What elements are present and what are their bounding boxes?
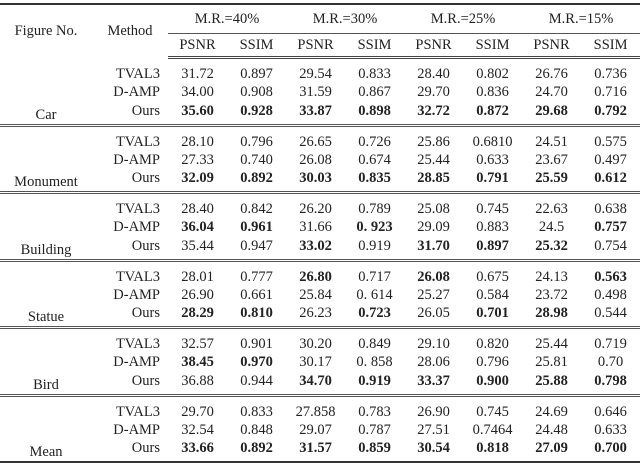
table-header	[0, 4, 640, 58]
method-name: Ours	[92, 103, 168, 126]
ssim-value: 0.740	[240, 151, 273, 168]
method-name: D-AMP	[113, 219, 160, 236]
method-name: D-AMP	[113, 151, 160, 168]
psnr-value: 32.72	[404, 103, 463, 126]
ssim-value: 0.796	[240, 133, 273, 150]
method-name: D-AMP	[113, 354, 160, 371]
ssim-value: 0.836	[476, 84, 509, 101]
ssim-value: 0.928	[227, 103, 286, 126]
psnr-value: 29.09	[417, 219, 450, 236]
ssim-value: 0. 614	[356, 286, 393, 303]
ssim-value: 0.796	[476, 354, 509, 371]
psnr-value: 35.44	[168, 238, 227, 261]
psnr-value: 25.86	[417, 133, 450, 150]
psnr-value: 27.33	[181, 151, 214, 168]
ssim-value: 0.919	[345, 238, 404, 261]
psnr-value: 36.04	[181, 219, 214, 236]
ssim-value: 0.802	[476, 66, 509, 82]
psnr-value: 25.44	[535, 336, 568, 352]
ssim-value: 0.798	[581, 373, 640, 396]
method-name: D-AMP	[113, 286, 160, 303]
ssim-value: 0.70	[597, 354, 624, 371]
ssim-value: 0.777	[240, 268, 273, 285]
method-name: TVAL3	[115, 336, 160, 352]
psnr-value: 33.37	[404, 373, 463, 396]
psnr-value: 29.70	[181, 403, 214, 420]
method-name: TVAL3	[115, 201, 160, 217]
psnr-value: 28.85	[404, 170, 463, 193]
psnr-value: 34.00	[181, 84, 214, 101]
ssim-value: 0.783	[358, 403, 391, 420]
ssim-value: 0.633	[594, 421, 627, 438]
psnr-value: 25.27	[417, 286, 450, 303]
psnr-value: 26.23	[286, 305, 345, 328]
mr-40-header: M.R.=40%	[168, 4, 286, 34]
psnr-value: 31.59	[299, 84, 332, 101]
ssim-value: 0.883	[476, 219, 509, 236]
psnr-value: 23.67	[535, 151, 568, 168]
method-name: Ours	[92, 440, 168, 462]
table-row	[0, 170, 640, 193]
table-row	[0, 125, 640, 151]
mr-15-header: M.R.=15%	[522, 4, 640, 34]
psnr-value: 31.57	[286, 440, 345, 462]
ssim-value: 0.612	[581, 170, 640, 193]
psnr-value: 27.858	[295, 403, 336, 420]
ssim-value: 0.563	[594, 268, 627, 285]
psnr-value: 29.54	[299, 66, 332, 82]
ssim-value: 0.791	[463, 170, 522, 193]
psnr-value: 24.70	[535, 84, 568, 101]
psnr-value: 27.51	[417, 421, 450, 438]
method-name: Ours	[92, 305, 168, 328]
psnr-value: 24.5	[538, 219, 565, 236]
ssim-value: 0.897	[240, 66, 273, 82]
psnr-value: 29.70	[417, 84, 450, 101]
psnr-value: 26.20	[299, 201, 332, 217]
ssim-value: 0.833	[358, 66, 391, 82]
method-name: TVAL3	[115, 66, 160, 82]
figure-name: Bird	[0, 328, 92, 396]
psnr-value: 29.68	[522, 103, 581, 126]
psnr-value: 32.57	[181, 336, 214, 352]
psnr-value: 32.54	[181, 421, 214, 438]
psnr-value: 35.60	[168, 103, 227, 126]
ssim-value: 0.719	[594, 336, 627, 352]
ssim-value: 0.754	[581, 238, 640, 261]
table-row	[0, 260, 640, 286]
psnr-value: 26.05	[404, 305, 463, 328]
psnr-value: 26.90	[181, 286, 214, 303]
psnr-value: 28.06	[417, 354, 450, 371]
table-row	[0, 305, 640, 328]
ssim-value: 0.787	[358, 421, 391, 438]
ssim-value: 0.900	[463, 373, 522, 396]
table-row	[0, 238, 640, 261]
psnr-value: 24.13	[535, 268, 568, 285]
ssim-value: 0.717	[358, 268, 391, 285]
table-row	[0, 58, 640, 84]
ssim-value: 0.901	[240, 336, 273, 352]
psnr-value: 26.08	[299, 151, 332, 168]
ssim-value: 0.947	[227, 238, 286, 261]
table-row	[0, 151, 640, 171]
ssim-value: 0.892	[227, 170, 286, 193]
figure-name: Building	[0, 193, 92, 261]
table-row	[0, 353, 640, 373]
ssim-value: 0.757	[594, 219, 627, 236]
ssim-value: 0.646	[594, 403, 627, 420]
ssim-value: 0.584	[476, 286, 509, 303]
method-name: TVAL3	[115, 133, 160, 150]
psnr-value: 32.09	[168, 170, 227, 193]
group-statue	[0, 260, 640, 328]
ssim-value: 0.498	[594, 286, 627, 303]
ssim-value: 0.835	[345, 170, 404, 193]
ssim-value: 0.898	[345, 103, 404, 126]
psnr-value: 38.45	[181, 354, 214, 371]
psnr-value: 25.32	[522, 238, 581, 261]
group-car	[0, 58, 640, 126]
psnr-value: 33.87	[286, 103, 345, 126]
psnr-value: 25.81	[535, 354, 568, 371]
psnr-value: 23.72	[535, 286, 568, 303]
psnr-value: 24.51	[535, 133, 568, 150]
mr-30-header: M.R.=30%	[286, 4, 404, 34]
figure-name: Monument	[0, 125, 92, 193]
psnr-header: PSNR	[168, 34, 227, 58]
ssim-value: 0.575	[594, 133, 627, 150]
figure-name: Car	[0, 58, 92, 126]
figure-no-header: Figure No.	[0, 4, 92, 58]
psnr-value: 25.44	[417, 151, 450, 168]
table-row	[0, 395, 640, 421]
ssim-value: 0.792	[581, 103, 640, 126]
psnr-value: 26.90	[417, 403, 450, 420]
ssim-value: 0.859	[345, 440, 404, 462]
ssim-value: 0.833	[240, 403, 273, 420]
group-bird	[0, 328, 640, 396]
psnr-value: 28.01	[181, 268, 214, 285]
method-header: Method	[92, 4, 168, 58]
method-name: Ours	[92, 170, 168, 193]
psnr-value: 27.09	[522, 440, 581, 462]
ssim-value: 0.848	[240, 421, 273, 438]
results-table	[0, 3, 640, 463]
ssim-value: 0.842	[240, 201, 273, 217]
ssim-value: 0.723	[345, 305, 404, 328]
psnr-value: 24.48	[535, 421, 568, 438]
ssim-value: 0.6810	[472, 133, 513, 150]
table-row	[0, 440, 640, 462]
method-name: TVAL3	[115, 268, 160, 285]
ssim-value: 0. 858	[356, 354, 393, 371]
psnr-value: 34.70	[286, 373, 345, 396]
psnr-value: 28.10	[181, 133, 214, 150]
ssim-value: 0.810	[227, 305, 286, 328]
ssim-value: 0.736	[594, 66, 627, 82]
ssim-value: 0.7464	[472, 421, 513, 438]
psnr-value: 31.72	[181, 66, 214, 82]
ssim-header: SSIM	[581, 34, 640, 58]
ssim-value: 0.700	[581, 440, 640, 462]
ssim-value: 0.661	[240, 286, 273, 303]
table-row	[0, 218, 640, 238]
psnr-value: 28.40	[181, 201, 214, 217]
ssim-value: 0.897	[463, 238, 522, 261]
ssim-value: 0.726	[358, 133, 391, 150]
ssim-value: 0.919	[345, 373, 404, 396]
psnr-value: 29.07	[299, 421, 332, 438]
ssim-value: 0.497	[594, 151, 627, 168]
psnr-value: 31.66	[299, 219, 332, 236]
psnr-value: 28.29	[168, 305, 227, 328]
psnr-value: 33.66	[168, 440, 227, 462]
psnr-value: 26.08	[417, 268, 450, 285]
ssim-header: SSIM	[463, 34, 522, 58]
method-name: TVAL3	[115, 403, 160, 420]
mr-25-header: M.R.=25%	[404, 4, 522, 34]
psnr-value: 31.70	[404, 238, 463, 261]
ssim-value: 0.961	[240, 219, 273, 236]
psnr-value: 24.69	[535, 403, 568, 420]
psnr-value: 30.17	[299, 354, 332, 371]
ssim-header: SSIM	[227, 34, 286, 58]
table-row	[0, 421, 640, 441]
group-building	[0, 193, 640, 261]
table-row	[0, 373, 640, 396]
psnr-value: 28.40	[417, 66, 450, 82]
ssim-value: 0.674	[358, 151, 391, 168]
method-name: D-AMP	[113, 84, 160, 101]
method-name: Ours	[92, 238, 168, 261]
table-row	[0, 103, 640, 126]
ssim-value: 0.892	[227, 440, 286, 462]
ssim-value: 0.970	[240, 354, 273, 371]
group-mean	[0, 395, 640, 462]
figure-name: Statue	[0, 260, 92, 328]
ssim-value: 0.820	[476, 336, 509, 352]
psnr-value: 29.10	[417, 336, 450, 352]
table-row	[0, 83, 640, 103]
ssim-value: 0.701	[463, 305, 522, 328]
group-monument	[0, 125, 640, 193]
psnr-value: 25.08	[417, 201, 450, 217]
ssim-value: 0.849	[358, 336, 391, 352]
method-name: Ours	[92, 373, 168, 396]
psnr-value: 30.54	[404, 440, 463, 462]
ssim-value: 0.872	[463, 103, 522, 126]
ssim-value: 0.544	[581, 305, 640, 328]
psnr-value: 33.02	[286, 238, 345, 261]
ssim-value: 0.867	[358, 84, 391, 101]
psnr-value: 26.65	[299, 133, 332, 150]
ssim-value: 0.745	[476, 201, 509, 217]
ssim-value: 0.745	[476, 403, 509, 420]
ssim-value: 0.789	[358, 201, 391, 217]
ssim-header: SSIM	[345, 34, 404, 58]
psnr-value: 22.63	[535, 201, 568, 217]
ssim-value: 0.633	[476, 151, 509, 168]
psnr-header: PSNR	[286, 34, 345, 58]
ssim-value: 0.944	[227, 373, 286, 396]
psnr-value: 26.76	[535, 66, 568, 82]
psnr-header: PSNR	[404, 34, 463, 58]
psnr-value: 28.98	[522, 305, 581, 328]
psnr-value: 36.88	[168, 373, 227, 396]
table-row	[0, 328, 640, 354]
ssim-value: 0.716	[594, 84, 627, 101]
psnr-value: 26.80	[299, 268, 332, 285]
psnr-value: 25.88	[522, 373, 581, 396]
table-row	[0, 286, 640, 306]
method-name: D-AMP	[113, 421, 160, 438]
psnr-header: PSNR	[522, 34, 581, 58]
ssim-value: 0. 923	[356, 219, 393, 236]
ssim-value: 0.675	[476, 268, 509, 285]
psnr-value: 25.84	[299, 286, 332, 303]
ssim-value: 0.638	[594, 201, 627, 217]
figure-name: Mean	[0, 395, 92, 462]
psnr-value: 30.03	[286, 170, 345, 193]
ssim-value: 0.908	[240, 84, 273, 101]
table-row	[0, 193, 640, 219]
ssim-value: 0.818	[463, 440, 522, 462]
psnr-value: 30.20	[299, 336, 332, 352]
psnr-value: 25.59	[522, 170, 581, 193]
